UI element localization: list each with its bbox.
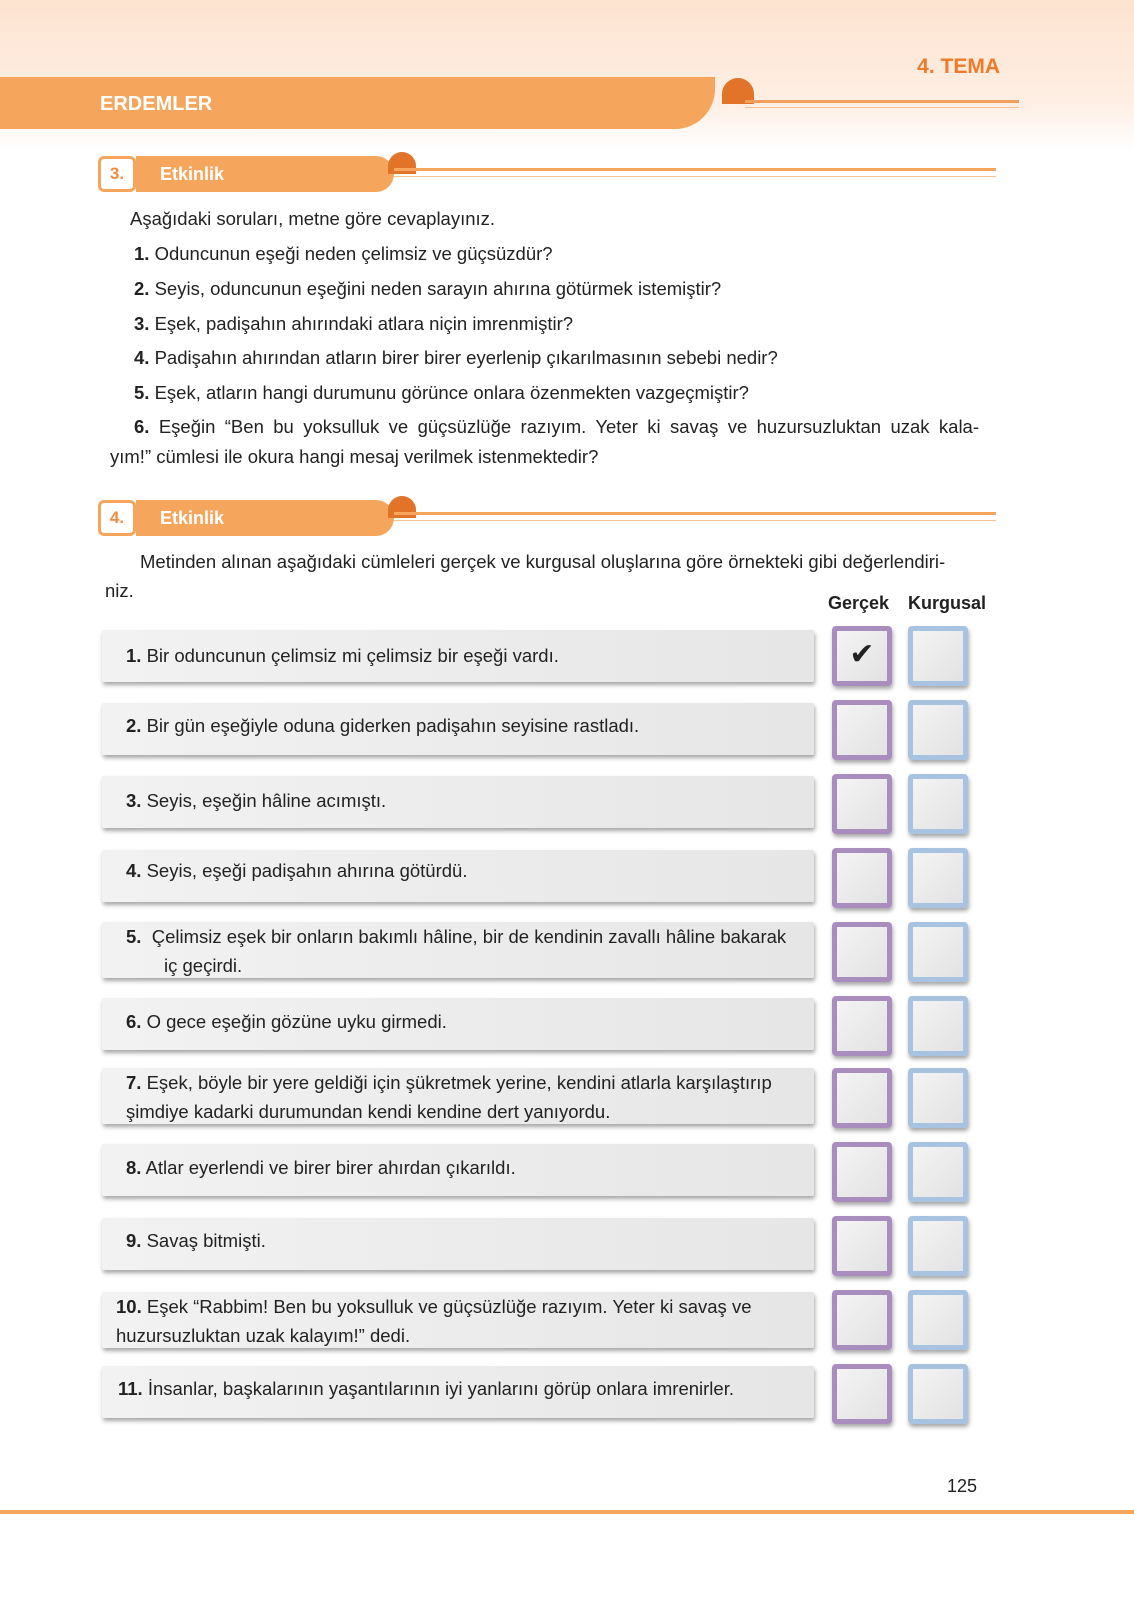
- fiction-checkbox-3[interactable]: [908, 774, 968, 834]
- activity-4-intro-line1: Metinden alınan aşağıdaki cümleleri gerçek ve kurgusal oluşlarına göre örnekteki gibi değerlendiri-: [140, 551, 946, 572]
- fiction-checkbox-11[interactable]: [908, 1364, 968, 1424]
- column-header-fiction: Kurgusal: [908, 593, 987, 613]
- fiction-checkbox-9[interactable]: [908, 1216, 968, 1276]
- real-checkbox-9[interactable]: [832, 1216, 892, 1276]
- question-2: 2. Seyis, oduncunun eşeğini neden sarayın ahırına götürmek istemiştir?: [134, 278, 722, 299]
- activity-3-header: [98, 156, 996, 192]
- statement-row-9: 9. Savaş bitmişti.: [102, 1218, 814, 1270]
- fiction-checkbox-10[interactable]: [908, 1290, 968, 1350]
- activity-label: Etkinlik: [136, 500, 394, 536]
- activity-4-header: [98, 500, 996, 536]
- real-checkbox-8[interactable]: [832, 1142, 892, 1202]
- real-checkbox-2[interactable]: [832, 700, 892, 760]
- fiction-checkbox-4[interactable]: [908, 848, 968, 908]
- activity-label: Etkinlik: [136, 156, 394, 192]
- tema-divider: [745, 100, 1019, 103]
- real-checkbox-11[interactable]: [832, 1364, 892, 1424]
- tema-divider-thin: [745, 107, 1019, 108]
- real-checkbox-5[interactable]: [832, 922, 892, 982]
- fiction-checkbox-2[interactable]: [908, 700, 968, 760]
- real-checkbox-1[interactable]: [832, 626, 892, 686]
- activity-3-intro: Aşağıdaki soruları, metne göre cevaplayınız.: [130, 208, 496, 229]
- statement-row-5: 5. Çelimsiz eşek bir onların bakımlı hâline, bir de kendinin zavallı hâline bakarak iç geçirdi.: [102, 922, 814, 978]
- activity-divider-thin: [394, 520, 996, 521]
- statement-row-10: 10. Eşek “Rabbim! Ben bu yoksulluk ve güçsüzlüğe razıyım. Yeter ki savaş ve huzursuzluktan uzak kalayım!” dedi.: [102, 1292, 814, 1348]
- question-3: 3. Eşek, padişahın ahırındaki atlara niçin imrenmiştir?: [134, 313, 574, 334]
- statement-row-4: 4. Seyis, eşeği padişahın ahırına götürdü.: [102, 850, 814, 902]
- check-icon: ✔: [849, 638, 875, 671]
- real-checkbox-6[interactable]: [832, 996, 892, 1056]
- activity-number: 3.: [98, 156, 136, 192]
- statement-row-7: 7. Eşek, böyle bir yere geldiği için şükretmek yerine, kendini atlarla karşılaştırıp şimdiye kadarki durumundan kendi kendine dert yanıyordu.: [102, 1068, 814, 1124]
- statement-row-3: 3. Seyis, eşeğin hâline acımıştı.: [102, 776, 814, 828]
- real-checkbox-4[interactable]: [832, 848, 892, 908]
- statement-row-2: 2. Bir gün eşeğiyle oduna giderken padişahın seyisine rastladı.: [102, 703, 814, 755]
- footer-divider: [0, 1510, 1134, 1514]
- question-6-line2: yım!” cümlesi ile okura hangi mesaj verilmek istenmektedir?: [110, 446, 599, 467]
- real-checkbox-7[interactable]: [832, 1068, 892, 1128]
- fiction-checkbox-5[interactable]: [908, 922, 968, 982]
- question-6-line1: 6. Eşeğin “Ben bu yoksulluk ve güçsüzlüğe razıyım. Yeter ki savaş ve huzursuzluktan uzak kala-: [134, 416, 980, 437]
- statement-row-6: 6. O gece eşeğin gözüne uyku girmedi.: [102, 998, 814, 1050]
- real-checkbox-3[interactable]: [832, 774, 892, 834]
- statement-row-11: 11. İnsanlar, başkalarının yaşantılarının iyi yanlarını görüp onlara imrenirler.: [102, 1366, 814, 1418]
- question-1: 1. Oduncunun eşeği neden çelimsiz ve güçsüzdür?: [134, 243, 553, 264]
- fiction-checkbox-1[interactable]: [908, 626, 968, 686]
- activity-divider-thin: [394, 176, 996, 177]
- page-number: 125: [946, 1476, 977, 1496]
- real-checkbox-10[interactable]: [832, 1290, 892, 1350]
- activity-4-intro-line2: niz.: [105, 580, 134, 601]
- section-title: ERDEMLER: [100, 93, 213, 115]
- fiction-checkbox-7[interactable]: [908, 1068, 968, 1128]
- activity-divider: [394, 512, 996, 515]
- statement-row-1: 1. Bir oduncunun çelimsiz mi çelimsiz bir eşeği vardı.: [102, 630, 814, 682]
- activity-divider: [394, 168, 996, 171]
- fiction-checkbox-8[interactable]: [908, 1142, 968, 1202]
- tema-title: 4. TEMA: [917, 55, 1000, 78]
- statement-row-8: 8. Atlar eyerlendi ve birer birer ahırdan çıkarıldı.: [102, 1144, 814, 1196]
- activity-number: 4.: [98, 500, 136, 536]
- column-header-real: Gerçek: [828, 593, 890, 613]
- fiction-checkbox-6[interactable]: [908, 996, 968, 1056]
- question-4: 4. Padişahın ahırından atların birer birer eyerlenip çıkarılmasının sebebi nedir?: [134, 347, 778, 368]
- question-5: 5. Eşek, atların hangi durumunu görünce onlara özenmekten vazgeçmiştir?: [134, 382, 749, 403]
